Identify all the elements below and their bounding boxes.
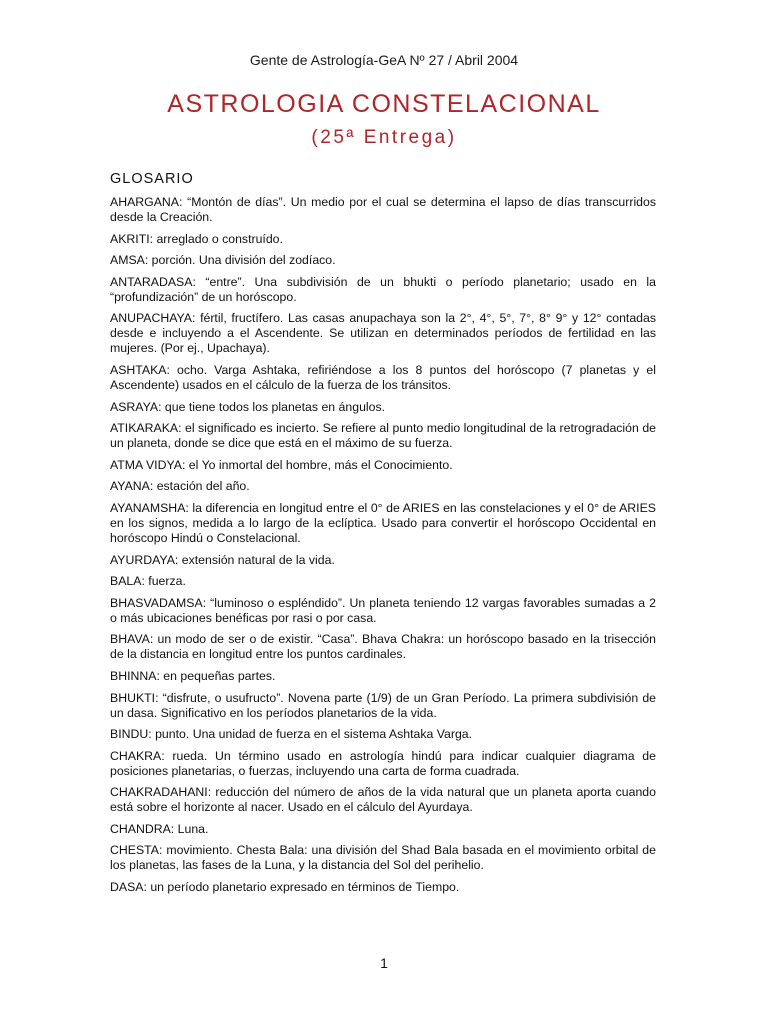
running-header: Gente de Astrología-GeA Nº 27 / Abril 2004 <box>249 52 519 68</box>
glossary-entry: BHUKTI: “disfrute, o usufructo”. Novena parte (1/9) de un Gran Período. La primera subdivisión de un dasa. Significativo en los períodos planetarios de la vida. <box>110 690 656 720</box>
glossary-entry: ANTARADASA: “entre”. Una subdivisión de un bhukti o período planetario; usado en la “profundización” de un horóscopo. <box>110 274 656 304</box>
section-heading: GLOSARIO <box>110 171 194 187</box>
glossary-entry: ASRAYA: que tiene todos los planetas en ángulos. <box>110 399 386 414</box>
glossary-entry: ANUPACHAYA: fértil, fructífero. Las casas anupachaya son la 2°, 4°, 5°, 7°, 8° 9° y 12° contadas desde e incluyendo a el Ascendente. Se utilizan en determinados períodos de fertilidad en las mujeres. (Por ej., Upachaya). <box>110 311 656 356</box>
glossary-entry: AYANAMSHA: la diferencia en longitud entre el 0° de ARIES en las constelaciones y el 0° de ARIES en los signos, medida a lo largo de la eclíptica. Usado para convertir el horóscopo Occidental en horóscopo Hindú o Constelacional. <box>110 500 656 545</box>
document-title: ASTROLOGIA CONSTELACIONAL <box>167 90 601 118</box>
document-subtitle: (25ª Entrega) <box>311 127 457 148</box>
glossary-entry: CHAKRADAHANI: reducción del número de años de la vida natural que un planeta aporta cuando está sobre el horizonte al nacer. Usado en el cálculo del Ayurdaya. <box>110 785 656 815</box>
glossary-entry: DASA: un período planetario expresado en términos de Tiempo. <box>110 880 460 895</box>
glossary-list <box>110 195 656 902</box>
glossary-entry: AYURDAYA: extensión natural de la vida. <box>110 552 335 567</box>
page-number: 1 <box>380 955 388 971</box>
glossary-entry: AHARGANA: “Montón de días”. Un medio por el cual se determina el lapso de días transcurridos desde la Creación. <box>110 195 656 224</box>
glossary-entry: BINDU: punto. Una unidad de fuerza en el sistema Ashtaka Varga. <box>110 727 473 742</box>
glossary-entry: CHESTA: movimiento. Chesta Bala: una división del Shad Bala basada en el movimiento orbital de los planetas, las fases de la Luna, y la distancia del Sol del perihelio. <box>110 843 656 873</box>
glossary-entry: BHASVADAMSA: “luminoso o espléndido”. Un planeta teniendo 12 vargas favorables sumadas a 2 o más ubicaciones benéficas por rasi o por casa. <box>110 595 656 625</box>
glossary-entry: BHINNA: en pequeñas partes. <box>110 668 276 683</box>
glossary-entry: BHAVA: un modo de ser o de existir. “Casa”. Bhava Chakra: un horóscopo basado en la trisección de la distancia en longitud entre los puntos cardinales. <box>110 632 656 662</box>
glossary-entry: AKRITI: arreglado o construído. <box>110 231 283 246</box>
glossary-entry: AMSA: porción. Una división del zodíaco. <box>110 253 336 268</box>
glossary-entry: ATMA VIDYA: el Yo inmortal del hombre, más el Conocimiento. <box>110 457 453 472</box>
glossary-entry: CHANDRA: Luna. <box>110 821 209 836</box>
glossary-entry: BALA: fuerza. <box>110 574 186 589</box>
glossary-entry: ASHTAKA: ocho. Varga Ashtaka, refiriéndose a los 8 puntos del horóscopo (7 planetas y el Ascendente) usados en el cálculo de la fuerza de los tránsitos. <box>110 362 656 392</box>
glossary-entry: ATIKARAKA: el significado es incierto. Se refiere al punto medio longitudinal de la retrogradación de un planeta, donde se dice que está en el máximo de su fuerza. <box>110 421 656 451</box>
glossary-entry: AYANA: estación del año. <box>110 479 250 494</box>
glossary-entry: CHAKRA: rueda. Un término usado en astrología hindú para indicar cualquier diagrama de posiciones planetarias, o fuerzas, incluyendo una carta de forma cuadrada. <box>110 748 656 778</box>
